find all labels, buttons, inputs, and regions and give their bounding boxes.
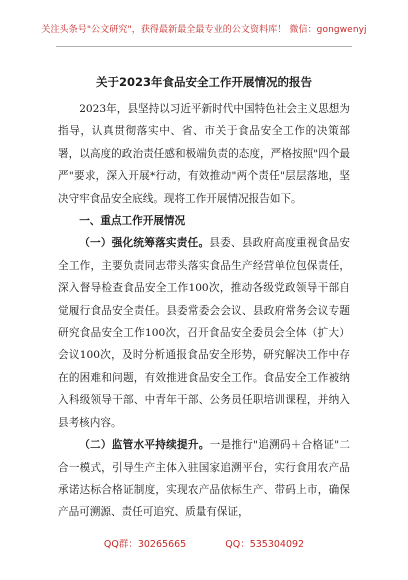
paragraph-2-lead: （二）监管水平持续提升。 [79,439,210,452]
header-divider [56,46,352,47]
document-body [58,98,350,524]
paragraph-2-body: 一是推行"追溯码＋合格证"二合一模式，引导生产主体入驻国家追溯平台，实行食用农产品承诺达标合格证制度，实现农产品依标生产、带码上市，确保产品可溯源、责任可追究、质量有保证， [58,439,351,519]
paragraph-1-lead: （一）强化统筹落实责任。 [79,237,210,250]
contact-footer [0,536,408,550]
intro-paragraph: 2023年，县坚持以习近平新时代中国特色社会主义思想为指导，认真贯彻落实中、省、市关于食品安全工作的决策部署，以高度的政治责任感和极端负责的态度，严格按照"四个最严"要求，深入开展*行动，有效推动"两个责任"层层落地，坚决守牢食品安全底线。现将工作开展情况报告如下。 [58,103,350,205]
paragraph-2 [58,434,350,524]
paragraph-1 [58,232,350,434]
document-title: 关于2023年食品安全工作开展情况的报告 [95,75,312,89]
promo-banner: 关注头条号"公文研究"，获得最新最全最专业的公文资料库！ 微信：gongwenyj [41,25,367,35]
section-heading: 一、重点工作开展情况 [79,215,186,228]
paragraph-1-body: 县委、县政府高度重视食品安全工作，主要负责同志带头落实食品生产经营单位包保责任，深入督导检查食品安全工作100次，推动各级党政领导干部自觉履行食品安全责任。县委常委会会议、县政府常务会议专题研究食品安全工作100次，召开食品安全委员会全体（扩大）会议100次，及时分析通报食品安全形势，研究解决工作中存在的困难和问题，有效推进食品安全工作。食品安全工作被纳入科级领导干部、中青年干部、公务员任职培训课程，并纳入县考核内容。 [58,237,350,429]
qq-group: QQ群：30265665 [103,539,187,550]
qq-contact: QQ：535304092 [225,539,305,550]
